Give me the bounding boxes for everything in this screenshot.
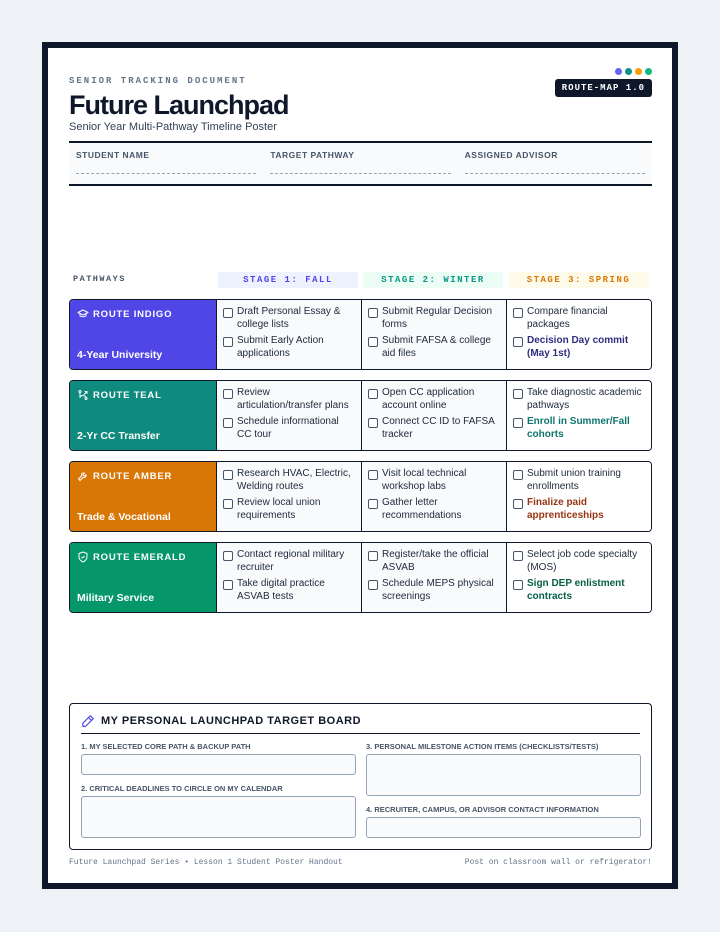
target-board-header xyxy=(81,704,640,734)
task-item[interactable] xyxy=(223,306,355,331)
task-text: Connect CC ID to FAFSA tracker xyxy=(382,416,495,440)
task-text: Research HVAC, Electric, Welding routes xyxy=(237,468,351,492)
pathways-label: PATHWAYS xyxy=(73,274,126,284)
task-text: Finalize paid apprenticeships xyxy=(527,497,604,521)
checkbox[interactable] xyxy=(368,551,378,561)
checkbox[interactable] xyxy=(368,499,378,509)
route-amber-subtitle: Trade & Vocational xyxy=(77,511,171,523)
task-text: Schedule informational CC tour xyxy=(237,416,339,440)
graduation-cap-icon xyxy=(77,308,89,320)
task-item[interactable] xyxy=(223,578,355,603)
dot-emerald xyxy=(645,68,652,75)
task-item[interactable] xyxy=(368,416,500,441)
assigned-advisor-field[interactable] xyxy=(458,143,652,184)
route-teal-header xyxy=(70,381,217,450)
task-item[interactable] xyxy=(223,497,355,522)
task-text: Draft Personal Essay & college lists xyxy=(237,306,341,330)
target-pathway-field[interactable] xyxy=(263,143,457,184)
task-item-highlight[interactable] xyxy=(513,335,645,360)
checkbox[interactable] xyxy=(368,418,378,428)
route-indigo-name-row xyxy=(77,308,209,320)
checkbox[interactable] xyxy=(513,499,523,509)
route-teal-name-row xyxy=(77,389,209,401)
poster-sheet xyxy=(42,42,678,889)
task-item[interactable] xyxy=(368,578,500,603)
assigned-advisor-line xyxy=(465,173,645,174)
task-text: Register/take the official ASVAB xyxy=(382,549,489,573)
task-item[interactable] xyxy=(368,549,500,574)
task-item[interactable] xyxy=(513,549,645,574)
target-board xyxy=(69,703,652,850)
checkbox[interactable] xyxy=(368,580,378,590)
route-indigo-header xyxy=(70,300,217,369)
task-item-highlight[interactable] xyxy=(513,497,645,522)
task-item[interactable] xyxy=(368,468,500,493)
student-info-bar xyxy=(69,141,652,186)
checkbox[interactable] xyxy=(368,389,378,399)
task-item[interactable] xyxy=(223,416,355,441)
dot-indigo xyxy=(615,68,622,75)
checkbox[interactable] xyxy=(368,470,378,480)
checkbox[interactable] xyxy=(223,418,233,428)
task-text: Enroll in Summer/Fall cohorts xyxy=(527,416,630,440)
task-item[interactable] xyxy=(368,306,500,331)
route-indigo-name: ROUTE INDIGO xyxy=(93,308,173,320)
page-title: Future Launchpad xyxy=(69,90,289,120)
route-emerald-fall-cell xyxy=(217,543,362,612)
transfer-route-icon xyxy=(77,389,89,401)
document-label: SENIOR TRACKING DOCUMENT xyxy=(69,76,247,86)
route-amber-winter-cell xyxy=(362,462,507,531)
task-item[interactable] xyxy=(223,335,355,360)
dot-teal xyxy=(625,68,632,75)
route-teal-spring-cell xyxy=(507,381,651,450)
task-item[interactable] xyxy=(368,387,500,412)
checkbox[interactable] xyxy=(223,308,233,318)
route-emerald-name: ROUTE EMERALD xyxy=(93,551,187,563)
checkbox[interactable] xyxy=(513,418,523,428)
milestones-label: 3. PERSONAL MILESTONE ACTION ITEMS (CHECKLISTS/TESTS) xyxy=(366,742,599,751)
route-indigo-subtitle: 4-Year University xyxy=(77,349,163,361)
checkbox[interactable] xyxy=(368,308,378,318)
task-text: Gather letter recommendations xyxy=(382,497,462,521)
page-subtitle: Senior Year Multi-Pathway Timeline Poster xyxy=(69,121,277,133)
wrench-icon xyxy=(77,470,89,482)
task-item[interactable] xyxy=(223,549,355,574)
task-item[interactable] xyxy=(223,387,355,412)
route-indigo-fall-cell xyxy=(217,300,362,369)
version-badge: ROUTE-MAP 1.0 xyxy=(555,79,652,97)
task-item[interactable] xyxy=(223,468,355,493)
task-text: Open CC application account online xyxy=(382,387,475,411)
student-name-label: STUDENT NAME xyxy=(76,150,150,160)
route-emerald-name-row xyxy=(77,551,209,563)
route-emerald-header xyxy=(70,543,217,612)
checkbox[interactable] xyxy=(223,389,233,399)
route-amber-row xyxy=(69,461,652,532)
student-name-line xyxy=(76,173,256,174)
assigned-advisor-label: ASSIGNED ADVISOR xyxy=(464,150,558,160)
footer-note: Post on classroom wall or refrigerator! xyxy=(464,858,652,867)
checkbox[interactable] xyxy=(513,308,523,318)
checkbox[interactable] xyxy=(223,499,233,509)
task-item[interactable] xyxy=(513,306,645,331)
task-text: Sign DEP enlistment contracts xyxy=(527,578,625,602)
route-amber-fall-cell xyxy=(217,462,362,531)
task-text: Review local union requirements xyxy=(237,497,321,521)
route-amber-name-row xyxy=(77,470,209,482)
route-amber-spring-cell xyxy=(507,462,651,531)
route-teal-name: ROUTE TEAL xyxy=(93,389,162,401)
footer-series: Future Launchpad Series • Lesson 1 Student Poster Handout xyxy=(69,858,343,867)
poster-content xyxy=(69,48,652,883)
route-emerald-winter-cell xyxy=(362,543,507,612)
stage-fall-header: STAGE 1: FALL xyxy=(218,272,358,288)
dot-amber xyxy=(635,68,642,75)
checkbox[interactable] xyxy=(368,337,378,347)
core-path-input[interactable] xyxy=(81,754,356,775)
task-text: Take diagnostic academic pathways xyxy=(527,387,642,411)
task-text: Select job code specialty (MOS) xyxy=(527,549,638,573)
deadlines-input[interactable] xyxy=(81,796,356,838)
checkbox[interactable] xyxy=(513,551,523,561)
checkbox[interactable] xyxy=(513,389,523,399)
route-emerald-row xyxy=(69,542,652,613)
route-emerald-subtitle: Military Service xyxy=(77,592,155,604)
student-name-field[interactable] xyxy=(69,143,263,184)
route-indigo-spring-cell xyxy=(507,300,651,369)
target-pathway-line xyxy=(270,173,450,174)
color-dots xyxy=(615,68,652,75)
route-teal-fall-cell xyxy=(217,381,362,450)
checkbox[interactable] xyxy=(223,470,233,480)
task-item[interactable] xyxy=(368,335,500,360)
route-amber-header xyxy=(70,462,217,531)
checkbox[interactable] xyxy=(513,580,523,590)
task-text: Review articulation/transfer plans xyxy=(237,387,349,411)
deadlines-label: 2. CRITICAL DEADLINES TO CIRCLE ON MY CALENDAR xyxy=(81,784,283,793)
checkbox[interactable] xyxy=(223,551,233,561)
route-indigo-winter-cell xyxy=(362,300,507,369)
task-item[interactable] xyxy=(368,497,500,522)
checkbox[interactable] xyxy=(513,337,523,347)
checkbox[interactable] xyxy=(513,470,523,480)
task-text: Take digital practice ASVAB tests xyxy=(237,578,325,602)
checkbox[interactable] xyxy=(223,337,233,347)
footer xyxy=(69,858,652,867)
task-item-highlight[interactable] xyxy=(513,578,645,603)
target-board-title: MY PERSONAL LAUNCHPAD TARGET BOARD xyxy=(101,715,362,727)
checkbox[interactable] xyxy=(223,580,233,590)
task-item-highlight[interactable] xyxy=(513,416,645,441)
task-text: Submit FAFSA & college aid files xyxy=(382,335,491,359)
task-text: Decision Day commit (May 1st) xyxy=(527,335,629,359)
target-pathway-label: TARGET PATHWAY xyxy=(270,150,355,160)
route-teal-row xyxy=(69,380,652,451)
core-path-label: 1. MY SELECTED CORE PATH & BACKUP PATH xyxy=(81,742,251,751)
route-teal-winter-cell xyxy=(362,381,507,450)
task-text: Submit Early Action applications xyxy=(237,335,324,359)
task-text: Contact regional military recruiter xyxy=(237,549,345,573)
task-text: Submit Regular Decision forms xyxy=(382,306,493,330)
route-emerald-spring-cell xyxy=(507,543,651,612)
route-teal-subtitle: 2-Yr CC Transfer xyxy=(77,430,160,442)
task-text: Compare financial packages xyxy=(527,306,608,330)
pencil-icon xyxy=(81,714,95,728)
task-text: Schedule MEPS physical screenings xyxy=(382,578,494,602)
milestones-input[interactable] xyxy=(366,754,641,796)
stage-winter-header: STAGE 2: WINTER xyxy=(363,272,503,288)
contacts-input[interactable] xyxy=(366,817,641,838)
task-item[interactable] xyxy=(513,387,645,412)
stage-spring-header: STAGE 3: SPRING xyxy=(508,272,649,288)
route-amber-name: ROUTE AMBER xyxy=(93,470,173,482)
task-text: Visit local technical workshop labs xyxy=(382,468,467,492)
route-indigo-row xyxy=(69,299,652,370)
contacts-label: 4. RECRUITER, CAMPUS, OR ADVISOR CONTACT INFORMATION xyxy=(366,805,599,814)
shield-check-icon xyxy=(77,551,89,563)
task-item[interactable] xyxy=(513,468,645,493)
task-text: Submit union training enrollments xyxy=(527,468,621,492)
